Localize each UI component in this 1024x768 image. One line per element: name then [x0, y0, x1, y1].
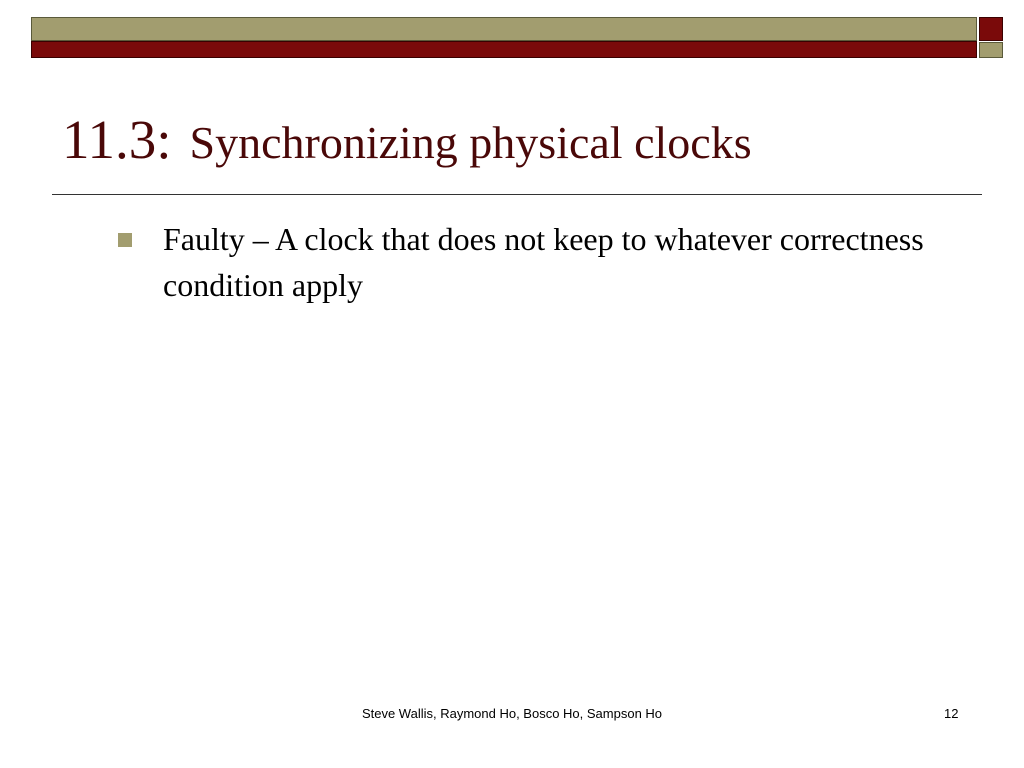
title-text: Synchronizing physical clocks [189, 117, 752, 168]
footer-author: Steve Wallis, Raymond Ho, Bosco Ho, Sampson Ho [361, 706, 663, 721]
slide-title [62, 109, 752, 170]
header-corner-olive [979, 42, 1003, 58]
bullet-text: Faulty – A clock that does not keep to whatever correctness condition apply [163, 221, 924, 303]
page-number: 12 [944, 706, 959, 721]
title-divider [52, 194, 982, 195]
title-number: 11.3: [62, 109, 172, 170]
header-corner-maroon [979, 17, 1003, 41]
header-band-maroon [31, 41, 977, 58]
square-bullet-icon [118, 233, 132, 247]
bullet-list [118, 216, 958, 308]
bullet-item [118, 216, 958, 308]
header-band-olive [31, 17, 977, 41]
